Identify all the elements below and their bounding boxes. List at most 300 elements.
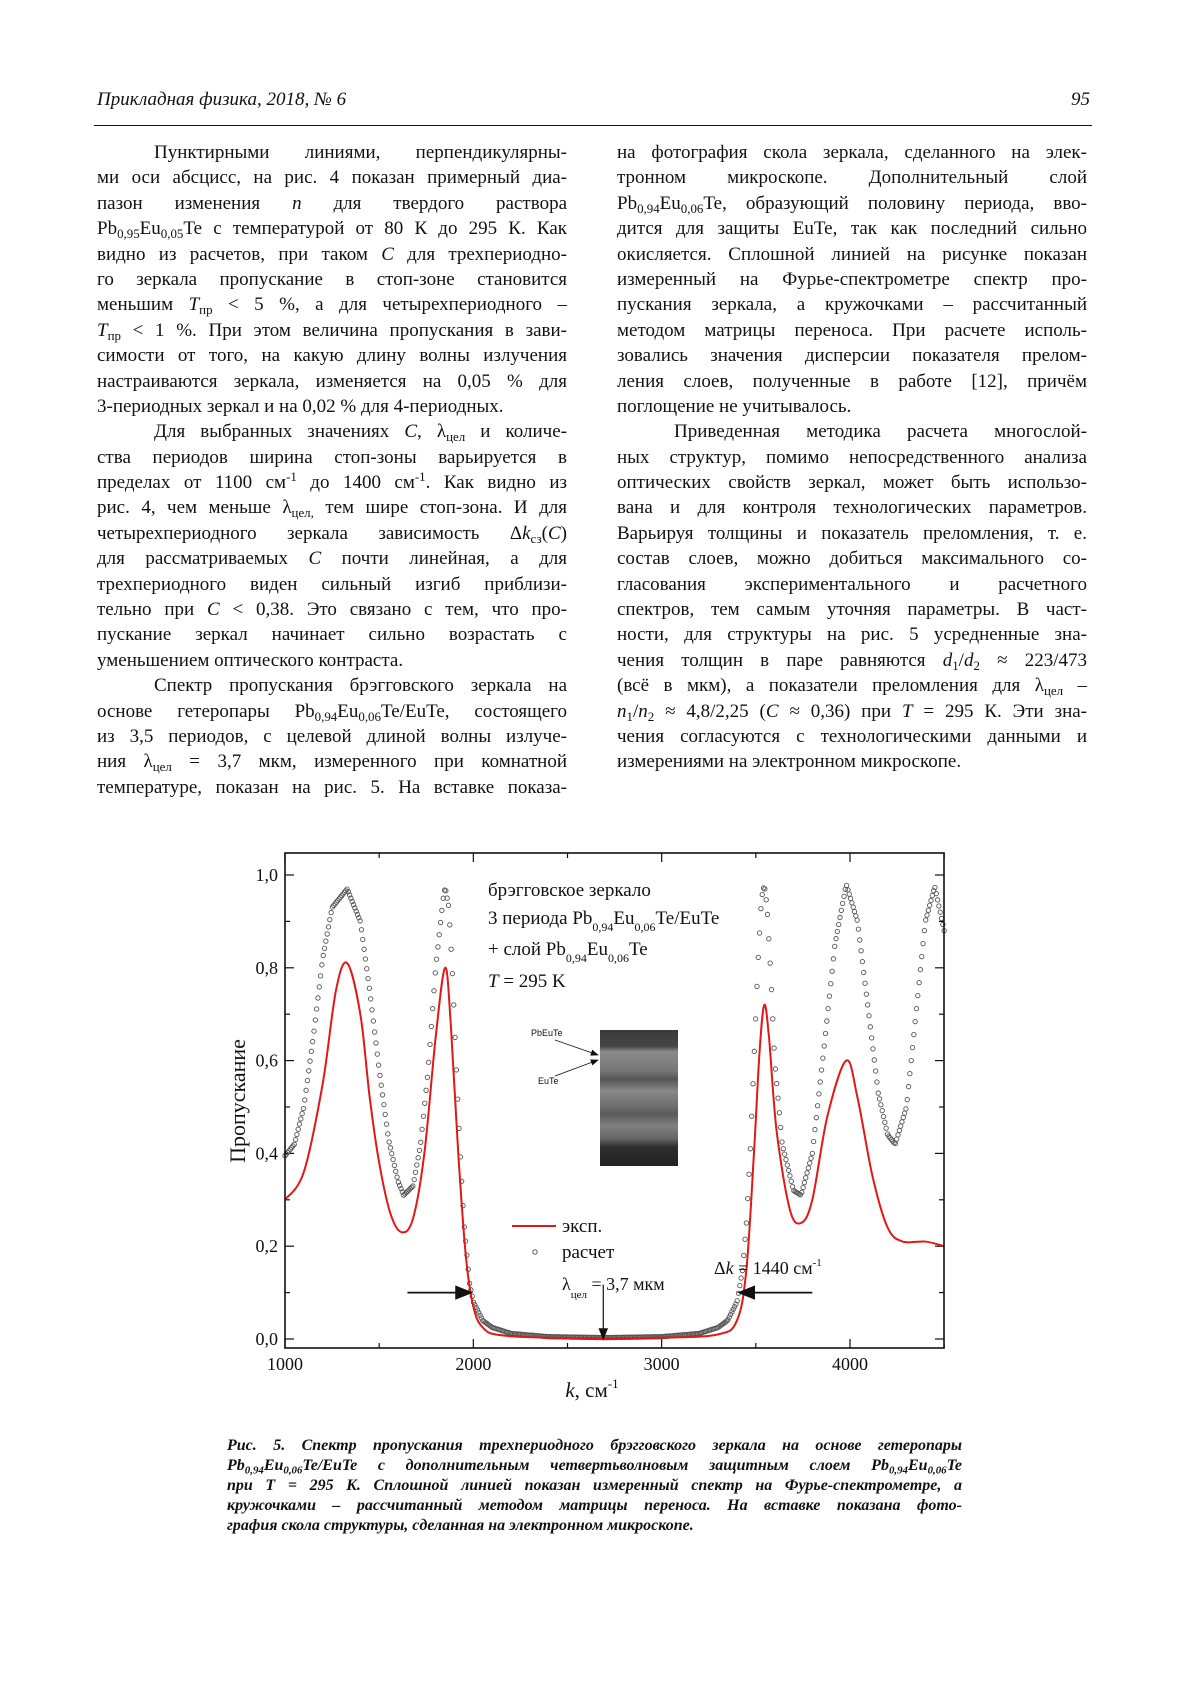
calc-point <box>914 1006 918 1010</box>
calc-point <box>748 1147 752 1151</box>
text-segment: Te/EuTe с дополнительным четвертьволновым защитным слоем Pb <box>302 1457 889 1474</box>
calc-point <box>801 1185 805 1189</box>
calc-point <box>433 971 437 975</box>
calc-point <box>900 1120 904 1124</box>
text-segment: тем шире стоп-зона. И для <box>314 497 567 518</box>
calc-point <box>884 1126 888 1130</box>
calc-point <box>363 957 367 961</box>
calc-point <box>297 1122 301 1126</box>
text-segment: для трехпериодно- <box>394 244 567 265</box>
text-segment: C <box>548 523 561 544</box>
text-segment: чения согласуются с технологическими данными и <box>617 726 1087 747</box>
calc-point <box>937 904 941 908</box>
calc-point <box>863 981 867 985</box>
text-segment: основе гетеропары Pb <box>97 701 315 722</box>
calc-point <box>453 1035 457 1039</box>
page-number: 95 <box>1071 88 1090 112</box>
text-segment: < 0,38. Это связано с тем, что про- <box>220 599 567 620</box>
text-line <box>97 267 567 292</box>
text-segment: Eu <box>264 1457 284 1474</box>
text-segment: уменьшением оптического контраста. <box>97 650 403 671</box>
calc-point <box>811 1139 815 1143</box>
calc-point <box>848 896 852 900</box>
calc-point <box>757 931 761 935</box>
calc-point <box>807 1161 811 1165</box>
lambda-target-label: λцел = 3,7 мкм <box>562 1274 665 1301</box>
calc-point <box>296 1127 300 1131</box>
text-line <box>617 419 1087 444</box>
calc-point <box>859 949 863 953</box>
text-segment: 2 <box>648 708 654 723</box>
calc-point <box>902 1111 906 1115</box>
calc-point <box>413 1170 417 1174</box>
text-line <box>97 216 567 241</box>
text-line <box>97 318 567 343</box>
y-tick-label: 0,2 <box>256 1236 279 1256</box>
calc-point <box>752 1049 756 1053</box>
text-segment: тронном микроскопе. Дополнительный слой <box>617 167 1087 188</box>
calc-point <box>780 1140 784 1144</box>
text-segment: 0,94 <box>245 1464 264 1476</box>
paper-page <box>0 0 1200 1698</box>
text-segment: пр <box>108 328 121 343</box>
calc-point <box>300 1111 304 1115</box>
calc-point <box>316 996 320 1000</box>
calc-point <box>835 929 839 933</box>
text-segment: Варьируя толщины и показатель преломления, т. е. <box>617 523 1087 544</box>
calc-point <box>763 887 767 891</box>
calc-point <box>738 1283 742 1287</box>
text-segment: k <box>522 523 530 544</box>
calc-point <box>771 1017 775 1021</box>
calc-point <box>850 901 854 905</box>
calc-point <box>307 1069 311 1073</box>
text-line <box>617 140 1087 165</box>
text-segment: методом матрицы переноса. При расчете исполь- <box>617 320 1087 341</box>
text-segment: для рассматриваемых <box>97 548 309 569</box>
text-segment: пределах от 1100 см <box>97 472 286 493</box>
text-segment: чения толщин в паре равняются <box>617 650 943 671</box>
calc-point <box>869 1036 873 1040</box>
calc-point <box>815 1104 819 1108</box>
calc-point <box>883 1120 887 1124</box>
calc-point <box>825 1019 829 1023</box>
text-segment: зовались значения дисперсии показателя прелом- <box>617 345 1087 366</box>
calc-point <box>424 1088 428 1092</box>
text-line <box>97 546 567 571</box>
calc-point <box>384 1122 388 1126</box>
calc-point <box>802 1180 806 1184</box>
text-segment: 0,94 <box>637 201 660 216</box>
calc-point <box>814 1115 818 1119</box>
calc-point <box>773 1067 777 1071</box>
calc-point <box>324 939 328 943</box>
text-segment: гласования экспериментального и расчетного <box>617 574 1087 595</box>
text-line <box>617 445 1087 470</box>
calc-point <box>446 903 450 907</box>
text-segment: 2 <box>973 658 979 673</box>
calc-point <box>862 970 866 974</box>
text-segment: ных структур, помимо непосредственного анализа <box>617 447 1087 468</box>
calc-point <box>909 1058 913 1062</box>
text-line <box>617 343 1087 368</box>
text-segment: Пунктирными линиями, перпендикулярны- <box>154 142 567 163</box>
calc-point <box>775 1081 779 1085</box>
text-line <box>617 242 1087 267</box>
calc-point <box>806 1166 810 1170</box>
calc-point <box>821 1056 825 1060</box>
calc-point <box>880 1108 884 1112</box>
text-segment: T <box>902 701 913 722</box>
calc-point <box>894 1137 898 1141</box>
calc-point <box>855 918 859 922</box>
calc-point <box>312 1029 316 1033</box>
text-segment: трехпериодного виден сильный изгиб приблизи- <box>97 574 567 595</box>
calc-point <box>901 1115 905 1119</box>
calc-point <box>765 912 769 916</box>
text-line <box>97 495 567 520</box>
calc-point <box>383 1112 387 1116</box>
calc-point <box>881 1114 885 1118</box>
text-segment: d <box>964 650 974 671</box>
calc-point <box>293 1137 297 1141</box>
calc-point <box>452 1003 456 1007</box>
calc-point <box>370 1008 374 1012</box>
calc-point <box>851 905 855 909</box>
text-line <box>227 1496 962 1516</box>
calc-point <box>749 1114 753 1118</box>
calc-point <box>822 1044 826 1048</box>
calc-point <box>879 1103 883 1107</box>
calc-point <box>854 914 858 918</box>
text-segment: цел, <box>292 505 314 520</box>
calc-point <box>390 1151 394 1155</box>
calc-point <box>864 992 868 996</box>
calc-point <box>415 1163 419 1167</box>
text-line <box>617 394 1087 419</box>
calc-point <box>430 1006 434 1010</box>
text-segment: Eu <box>908 1457 928 1474</box>
text-line <box>617 648 1087 673</box>
y-tick-label: 0,4 <box>256 1143 279 1163</box>
text-segment: измерениями на электронном микроскопе. <box>617 751 961 772</box>
calc-point <box>868 1025 872 1029</box>
y-tick-label: 1,0 <box>256 865 279 885</box>
calc-point <box>309 1049 313 1053</box>
text-segment: температуре, показан на рис. 5. На вставке показа- <box>97 777 567 798</box>
text-line <box>97 191 567 216</box>
text-segment: 0,06 <box>358 708 381 723</box>
calc-point <box>394 1169 398 1173</box>
text-segment: дится для защиты EuTe, так как последний сильно <box>617 218 1087 239</box>
text-segment: из 3,5 периодов, с целевой длиной волны излуче- <box>97 726 567 747</box>
legend <box>512 1216 615 1263</box>
calc-point <box>374 1041 378 1045</box>
text-segment: ≈ 223/473 <box>980 650 1087 671</box>
text-segment: сз <box>531 531 542 546</box>
inset-label-pbeute: PbEuTe <box>531 1028 563 1038</box>
text-segment: ) <box>561 523 567 544</box>
calc-point <box>438 920 442 924</box>
text-line <box>617 216 1087 241</box>
calc-point <box>760 892 764 896</box>
calc-point <box>421 1114 425 1118</box>
calc-point <box>751 1082 755 1086</box>
text-line <box>97 749 567 774</box>
text-line <box>617 369 1087 394</box>
text-segment: (всё в мкм), а показатели преломления для λ <box>617 675 1044 696</box>
calc-point <box>856 927 860 931</box>
calc-point <box>359 928 363 932</box>
x-tick-label: 3000 <box>644 1354 680 1374</box>
calc-point <box>786 1168 790 1172</box>
calc-point <box>755 984 759 988</box>
text-segment: Спектр пропускания брэгговского зеркала на <box>154 675 567 696</box>
calc-point <box>926 908 930 912</box>
calc-point <box>386 1132 390 1136</box>
figure-caption <box>227 1436 962 1536</box>
text-segment: пр <box>199 302 212 317</box>
y-axis-label: Пропускание <box>225 1039 250 1163</box>
text-line <box>617 495 1087 520</box>
calc-point <box>897 1128 901 1132</box>
text-segment: d <box>943 650 953 671</box>
text-segment: цел <box>153 759 172 774</box>
text-segment: состав слоев, можно добиться максимального со- <box>617 548 1087 569</box>
text-segment: до 1400 см <box>297 472 415 493</box>
text-segment: ≈ 0,36) при <box>779 701 902 722</box>
calc-point <box>747 1172 751 1176</box>
text-segment: пускание зеркал начинает сильно возрастать с <box>97 624 567 645</box>
left-column <box>97 140 567 800</box>
text-line <box>97 394 567 419</box>
text-segment: Рис. 5. Спектр пропускания трехпериодного брэгговского зеркала на основе гетеропары <box>227 1437 962 1454</box>
calc-point <box>898 1124 902 1128</box>
text-line <box>97 419 567 444</box>
calc-point <box>908 1071 912 1075</box>
text-line <box>617 597 1087 622</box>
text-segment: ( <box>542 523 548 544</box>
text-segment: T <box>97 320 108 341</box>
text-line <box>227 1456 962 1476</box>
figure-5-chart <box>200 840 980 1440</box>
text-segment: кружочками – рассчитанный методом матрицы переноса. На вставке показана фото- <box>227 1497 962 1514</box>
text-segment: настраиваются зеркала, изменяется на 0,05 % для <box>97 371 567 392</box>
text-segment: почти линейная, а для <box>321 548 567 569</box>
calc-point <box>830 969 834 973</box>
text-line <box>617 572 1087 597</box>
calc-point <box>326 925 330 929</box>
text-segment: Eu <box>660 193 681 214</box>
calc-point <box>817 1092 821 1096</box>
calc-point <box>772 1046 776 1050</box>
calc-point <box>321 953 325 957</box>
calc-point <box>777 1111 781 1115</box>
text-segment: и количе- <box>465 421 567 442</box>
y-tick-label: 0,8 <box>256 958 279 978</box>
text-segment: графия скола структуры, сделанная на электронном микроскопе. <box>227 1517 694 1534</box>
calc-point <box>329 910 333 914</box>
y-tick-label: 0,6 <box>256 1051 279 1071</box>
calc-point <box>366 976 370 980</box>
calc-point <box>925 913 929 917</box>
calc-point <box>836 922 840 926</box>
text-segment: 1 <box>952 658 958 673</box>
text-line <box>617 165 1087 190</box>
text-line <box>617 292 1087 317</box>
calc-point <box>434 957 438 961</box>
text-segment: n <box>292 193 302 214</box>
inset-label-eute: EuTe <box>538 1076 559 1086</box>
calc-point <box>308 1059 312 1063</box>
annotation-temperature: T = 295 K <box>488 971 566 992</box>
calc-point <box>387 1140 391 1144</box>
text-segment: / <box>959 650 964 671</box>
text-segment: -1 <box>286 469 297 484</box>
calc-point <box>875 1080 879 1084</box>
calc-point <box>417 1148 421 1152</box>
text-segment: ми оси абсцисс, на рис. 4 показан примерный диа- <box>97 167 567 188</box>
calc-point <box>303 1098 307 1102</box>
text-segment: < 1 %. При этом величина пропускания в зави- <box>121 320 567 341</box>
calc-point <box>867 1014 871 1018</box>
text-segment: пускания зеркала, а кружочками – рассчитанный <box>617 294 1087 315</box>
calc-point <box>328 918 332 922</box>
calc-point <box>823 1031 827 1035</box>
text-line <box>617 749 1087 774</box>
calc-point <box>416 1155 420 1159</box>
text-segment: цел <box>1044 683 1063 698</box>
calc-point <box>428 1042 432 1046</box>
inset-arrow-icon <box>555 1060 598 1076</box>
calc-point <box>918 967 922 971</box>
calc-point <box>839 908 843 912</box>
text-segment: n <box>617 701 627 722</box>
text-line <box>97 521 567 546</box>
text-segment: C <box>766 701 779 722</box>
calc-point <box>380 1093 384 1097</box>
calc-point <box>934 891 938 895</box>
calc-point <box>858 938 862 942</box>
text-segment: 0,05 <box>161 226 184 241</box>
calc-point <box>322 946 326 950</box>
text-segment: Приведенная методика расчета многослой- <box>674 421 1087 442</box>
text-line <box>97 242 567 267</box>
legend-calc-label: расчет <box>562 1242 615 1263</box>
text-line <box>97 673 567 698</box>
calc-point <box>768 961 772 965</box>
text-segment: C <box>404 421 417 442</box>
calc-point <box>913 1019 917 1023</box>
text-segment: поглощение не учитывалось. <box>617 396 851 417</box>
calc-point <box>923 918 927 922</box>
text-segment: цел <box>446 429 465 444</box>
calc-point <box>938 910 942 914</box>
calc-point <box>391 1157 395 1161</box>
calc-point <box>395 1175 399 1179</box>
text-segment: Eu <box>140 218 161 239</box>
calc-point <box>876 1091 880 1095</box>
calc-point <box>454 1068 458 1072</box>
x-tick-label: 2000 <box>455 1354 491 1374</box>
right-column <box>617 140 1087 775</box>
calc-point <box>767 937 771 941</box>
calc-point <box>896 1133 900 1137</box>
delta-k-label: Δk = 1440 см-1 <box>714 1257 822 1278</box>
calc-point <box>904 1107 908 1111</box>
calc-point <box>922 928 926 932</box>
calc-point <box>764 898 768 902</box>
text-segment: Te, образующий половину периода, вво- <box>703 193 1087 214</box>
text-segment: Te с температурой от 80 К до 295 К. Как <box>183 218 567 239</box>
text-line <box>97 648 567 673</box>
text-segment: на фотография скола зеркала, сделанного на элек- <box>617 142 1087 163</box>
calc-point <box>379 1083 383 1087</box>
calc-point <box>412 1177 416 1181</box>
text-segment: меньшим <box>97 294 189 315</box>
calc-point <box>912 1032 916 1036</box>
text-line <box>227 1436 962 1456</box>
calc-point <box>776 1096 780 1100</box>
calc-point <box>935 898 939 902</box>
calc-point <box>375 1052 379 1056</box>
calc-point <box>873 1069 877 1073</box>
text-segment: пазон изменения <box>97 193 292 214</box>
calc-point <box>809 1156 813 1160</box>
text-line <box>97 343 567 368</box>
legend-calc-swatch <box>533 1250 537 1254</box>
x-tick-label: 1000 <box>267 1354 303 1374</box>
text-segment: C <box>381 244 394 265</box>
text-segment: видно из расчетов, при таком <box>97 244 381 265</box>
calc-point <box>361 937 365 941</box>
inset-arrow-icon <box>555 1040 598 1055</box>
calc-point <box>846 888 850 892</box>
text-segment: n <box>638 701 648 722</box>
text-line <box>617 470 1087 495</box>
text-segment: оптических свойств зеркал, может быть использо- <box>617 472 1087 493</box>
text-segment: 0,94 <box>889 1464 908 1476</box>
text-segment: 3-периодных зеркал и на 0,02 % для 4-периодных. <box>97 396 504 417</box>
text-segment: C <box>207 599 220 620</box>
calc-point <box>906 1084 910 1088</box>
text-segment: T <box>189 294 200 315</box>
calc-point <box>920 954 924 958</box>
text-segment: < 5 %, а для четырехпериодного – <box>213 294 567 315</box>
calc-point <box>916 993 920 997</box>
calc-point <box>426 1060 430 1064</box>
calc-point <box>419 1140 423 1144</box>
text-line <box>617 699 1087 724</box>
calc-point <box>834 936 838 940</box>
calc-point <box>325 932 329 936</box>
text-segment: спектров, тем самым уточняя параметры. В част- <box>617 599 1087 620</box>
text-segment: 0,06 <box>283 1464 302 1476</box>
text-segment: ления слоев, полученные в работе [12], причём <box>617 371 1087 392</box>
sem-inset <box>531 1028 678 1166</box>
calc-point <box>872 1058 876 1062</box>
text-segment: 0,06 <box>681 201 704 216</box>
calc-point <box>818 1080 822 1084</box>
text-line <box>617 521 1087 546</box>
calc-point <box>372 1030 376 1034</box>
text-line <box>97 724 567 749</box>
calc-point <box>313 1018 317 1022</box>
annotation-periods: 3 периода Pb0,94Eu0,06Te/EuTe <box>488 908 719 934</box>
calc-point <box>905 1097 909 1101</box>
calc-point <box>743 1237 747 1241</box>
calc-point <box>320 963 324 967</box>
